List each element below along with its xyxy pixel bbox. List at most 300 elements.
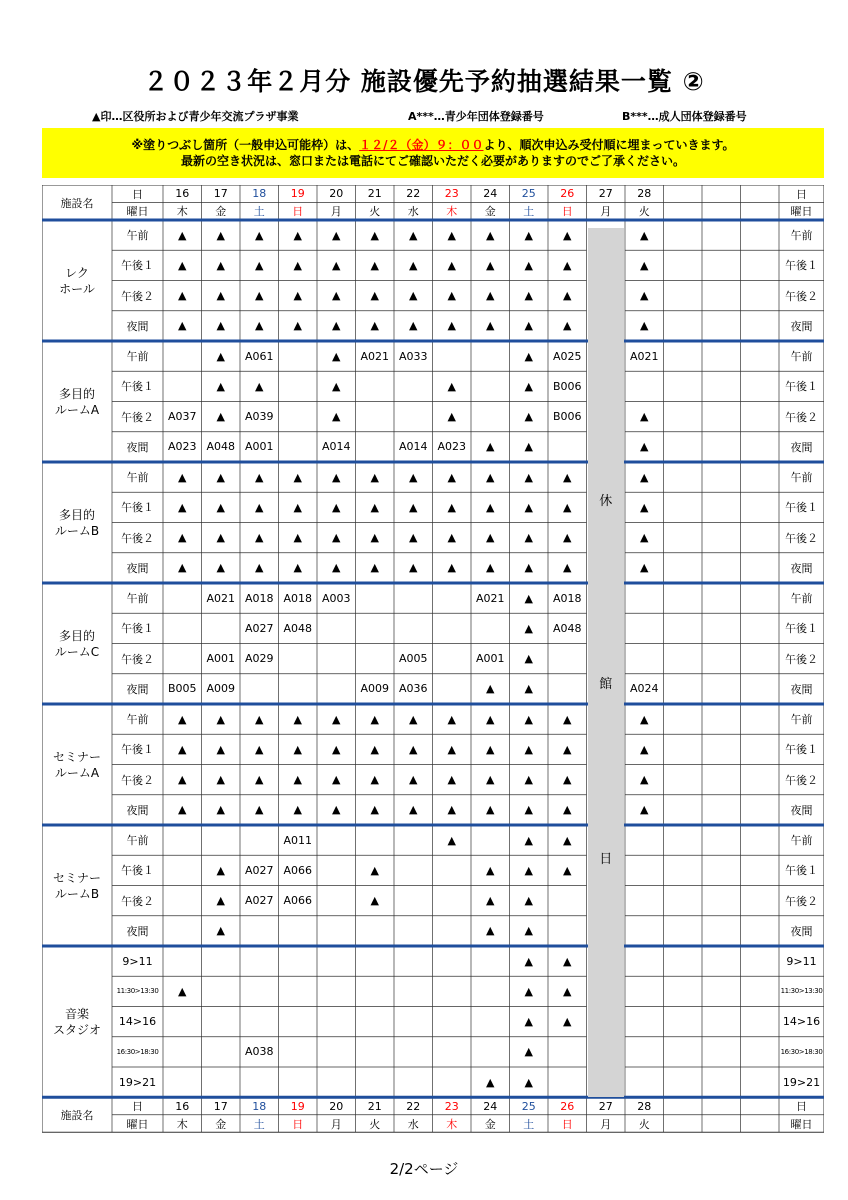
event-marker: ▲ [563, 803, 572, 817]
event-marker: ▲ [370, 289, 379, 303]
time-slot-label: 9>11 [122, 954, 153, 968]
day-number: 23 [444, 1099, 459, 1113]
time-slot-label: 午後１ [121, 501, 154, 515]
event-marker: ▲ [216, 773, 225, 787]
time-slot-label-right: 午前 [790, 592, 813, 606]
time-slot-label: 14>16 [118, 1015, 157, 1029]
day-number: 20 [329, 187, 344, 201]
time-slot-label-right: 夜間 [790, 803, 813, 817]
event-marker: ▲ [524, 440, 533, 454]
legend-b-code: B***…成人団体登録番号 [622, 110, 747, 123]
event-marker: ▲ [216, 742, 225, 756]
group-code: A023 [437, 440, 467, 454]
event-marker: ▲ [332, 228, 341, 242]
event-marker: ▲ [409, 712, 418, 726]
group-code: A066 [283, 863, 313, 877]
notice-prefix: ※塗りつぶし箇所（一般申込可能枠）は、 [131, 138, 360, 152]
event-marker: ▲ [524, 621, 533, 635]
event-marker: ▲ [216, 289, 225, 303]
event-marker: ▲ [409, 228, 418, 242]
facility-name [42, 220, 112, 341]
event-marker: ▲ [524, 803, 533, 817]
event-marker: ▲ [486, 561, 495, 575]
group-code: A018 [283, 591, 313, 605]
facility-name-line: レク [65, 265, 89, 280]
event-marker: ▲ [486, 863, 495, 877]
time-slot-label-right: 午後２ [785, 410, 818, 424]
day-number: 23 [444, 187, 459, 201]
event-marker: ▲ [216, 863, 225, 877]
event-marker: ▲ [293, 228, 302, 242]
weekday: 金 [484, 1117, 496, 1131]
group-code: A021 [206, 591, 236, 605]
time-slot-label: 16:30>18:30 [116, 1047, 159, 1056]
event-marker: ▲ [563, 289, 572, 303]
facility-name-line: ルームB [54, 523, 100, 538]
event-marker: ▲ [255, 289, 264, 303]
event-marker: ▲ [216, 228, 225, 242]
event-marker: ▲ [178, 773, 187, 787]
event-marker: ▲ [216, 379, 225, 393]
event-marker: ▲ [293, 289, 302, 303]
event-marker: ▲ [486, 742, 495, 756]
event-marker: ▲ [447, 500, 456, 514]
event-marker: ▲ [216, 924, 225, 938]
weekday: 金 [484, 205, 496, 219]
event-marker: ▲ [293, 258, 302, 272]
facility-name-line: ルームC [54, 644, 100, 659]
facility-name [42, 341, 112, 462]
time-slot-label-right: 午後１ [785, 622, 818, 636]
group-code: A021 [360, 349, 390, 363]
time-slot-label: 夜間 [126, 440, 149, 454]
event-marker: ▲ [293, 531, 302, 545]
event-marker: ▲ [370, 228, 379, 242]
event-marker: ▲ [409, 803, 418, 817]
group-code: A033 [398, 349, 428, 363]
weekday: 火 [369, 205, 381, 219]
event-marker: ▲ [216, 500, 225, 514]
event-marker: ▲ [524, 410, 533, 424]
event-marker: ▲ [563, 712, 572, 726]
facility-name-line: 音楽 [64, 1006, 89, 1021]
time-slot-label: 午後２ [121, 289, 154, 303]
event-marker: ▲ [255, 561, 264, 575]
time-slot-label: 午前 [126, 350, 149, 364]
event-marker: ▲ [447, 470, 456, 484]
event-marker: ▲ [486, 773, 495, 787]
event-marker: ▲ [524, 228, 533, 242]
day-number: 28 [637, 187, 652, 201]
time-slot-label-right: 午前 [790, 350, 813, 364]
time-slot-label: 夜間 [126, 561, 149, 575]
weekday: 火 [369, 1117, 381, 1131]
time-slot-label-right: 14>16 [782, 1015, 821, 1029]
time-slot-label-right: 午後２ [785, 773, 818, 787]
facility-name-line: ルームB [54, 886, 100, 901]
event-marker: ▲ [216, 319, 225, 333]
event-marker: ▲ [178, 803, 187, 817]
group-code: A066 [283, 894, 313, 908]
event-marker: ▲ [178, 531, 187, 545]
facility-name-line: スタジオ [52, 1022, 101, 1037]
day-row-label-right: 日 [796, 1100, 807, 1113]
event-marker: ▲ [524, 258, 533, 272]
event-marker: ▲ [524, 924, 533, 938]
event-marker: ▲ [216, 410, 225, 424]
event-marker: ▲ [563, 228, 572, 242]
event-marker: ▲ [524, 470, 533, 484]
event-marker: ▲ [255, 742, 264, 756]
event-marker: ▲ [447, 803, 456, 817]
time-slot-label: 夜間 [126, 803, 149, 817]
day-number: 17 [213, 187, 228, 201]
weekday-row-label: 曜日 [126, 205, 149, 219]
weekday: 土 [253, 1117, 265, 1131]
event-marker: ▲ [332, 561, 341, 575]
time-slot-label-right: 午後２ [785, 894, 818, 908]
event-marker: ▲ [293, 773, 302, 787]
time-slot-label: 午後２ [121, 410, 154, 424]
event-marker: ▲ [293, 561, 302, 575]
event-marker: ▲ [524, 1015, 533, 1029]
weekday: 土 [253, 205, 265, 219]
event-marker: ▲ [447, 319, 456, 333]
event-marker: ▲ [216, 561, 225, 575]
time-slot-label-right: 19>21 [782, 1075, 821, 1089]
event-marker: ▲ [640, 289, 649, 303]
event-marker: ▲ [486, 258, 495, 272]
group-code: A001 [475, 652, 505, 666]
event-marker: ▲ [370, 712, 379, 726]
notice-date: １２/２（金）９：００ [359, 138, 484, 152]
event-marker: ▲ [216, 258, 225, 272]
group-code: A014 [321, 440, 351, 454]
weekday: 月 [330, 205, 342, 219]
event-marker: ▲ [178, 561, 187, 575]
event-marker: ▲ [524, 742, 533, 756]
legend-triangle: ▲印…区役所および青少年交流プラザ事業 [92, 110, 299, 123]
group-code: A005 [398, 652, 428, 666]
schedule-table [42, 185, 824, 1142]
facility-header-top: 施設名 [60, 196, 94, 210]
group-code: A024 [629, 682, 659, 696]
event-marker: ▲ [255, 470, 264, 484]
event-marker: ▲ [370, 561, 379, 575]
event-marker: ▲ [640, 803, 649, 817]
facility-name-line: 多目的 [58, 628, 95, 643]
event-marker: ▲ [640, 712, 649, 726]
facility-name [42, 825, 112, 946]
day-number: 28 [637, 1099, 652, 1113]
time-slot-label: 午後２ [121, 894, 154, 908]
event-marker: ▲ [447, 833, 456, 847]
day-number: 24 [483, 187, 498, 201]
group-code: A027 [244, 863, 274, 877]
event-marker: ▲ [486, 470, 495, 484]
event-marker: ▲ [524, 1045, 533, 1059]
event-marker: ▲ [524, 894, 533, 908]
event-marker: ▲ [640, 561, 649, 575]
weekday: 水 [407, 1117, 419, 1131]
time-slot-label-right: 9>11 [786, 954, 817, 968]
time-slot-label-right: 午後２ [785, 531, 818, 545]
time-slot-label-right: 夜間 [790, 924, 813, 938]
event-marker: ▲ [524, 984, 533, 998]
group-code: B006 [552, 410, 582, 424]
event-marker: ▲ [332, 289, 341, 303]
weekday: 金 [215, 205, 227, 219]
weekday-row-label-right: 曜日 [790, 205, 813, 219]
time-slot-label-right: 夜間 [790, 440, 813, 454]
facility-name-line: セミナー [52, 870, 101, 885]
event-marker: ▲ [216, 531, 225, 545]
day-number: 17 [213, 1099, 228, 1113]
time-slot-label: 夜間 [126, 682, 149, 696]
event-marker: ▲ [332, 500, 341, 514]
time-slot-label-right: 午前 [790, 834, 813, 848]
event-marker: ▲ [563, 531, 572, 545]
page-number: 2/2ページ [389, 1160, 459, 1178]
weekday-row-label: 曜日 [126, 1117, 149, 1131]
event-marker: ▲ [255, 500, 264, 514]
time-slot-label: 午後２ [121, 652, 154, 666]
event-marker: ▲ [640, 410, 649, 424]
group-code: A048 [283, 621, 313, 635]
event-marker: ▲ [447, 561, 456, 575]
facility-name-line: 多目的 [58, 386, 95, 401]
time-slot-label: 午後１ [121, 380, 154, 394]
time-slot-label: 午後１ [121, 622, 154, 636]
event-marker: ▲ [178, 258, 187, 272]
event-marker: ▲ [447, 289, 456, 303]
event-marker: ▲ [524, 561, 533, 575]
event-marker: ▲ [524, 591, 533, 605]
event-marker: ▲ [640, 470, 649, 484]
event-marker: ▲ [370, 863, 379, 877]
event-marker: ▲ [486, 440, 495, 454]
event-marker: ▲ [486, 319, 495, 333]
legend-a-code: A***…青少年団体登録番号 [408, 110, 544, 123]
day-number: 18 [252, 1099, 267, 1113]
facility-name [42, 462, 112, 583]
event-marker: ▲ [486, 682, 495, 696]
event-marker: ▲ [216, 803, 225, 817]
day-row-label: 日 [132, 187, 143, 201]
time-slot-label: 午後１ [121, 864, 154, 878]
day-number: 27 [598, 1099, 613, 1113]
time-slot-label-right: 午後１ [785, 380, 818, 394]
event-marker: ▲ [409, 289, 418, 303]
group-code: A014 [398, 440, 428, 454]
group-code: A039 [244, 410, 274, 424]
notice-line-1 [42, 137, 824, 153]
group-code: A009 [360, 682, 390, 696]
time-slot-label: 19>21 [118, 1075, 157, 1089]
event-marker: ▲ [524, 289, 533, 303]
time-slot-label: 夜間 [126, 924, 149, 938]
event-marker: ▲ [563, 1015, 572, 1029]
event-marker: ▲ [255, 773, 264, 787]
time-slot-label: 午後２ [121, 773, 154, 787]
event-marker: ▲ [255, 803, 264, 817]
time-slot-label-right: 夜間 [790, 561, 813, 575]
event-marker: ▲ [524, 652, 533, 666]
group-code: A029 [244, 652, 274, 666]
event-marker: ▲ [524, 349, 533, 363]
day-number: 21 [367, 187, 382, 201]
event-marker: ▲ [563, 319, 572, 333]
weekday: 土 [523, 205, 535, 219]
facility-name [42, 946, 112, 1097]
weekday: 日 [292, 1117, 304, 1131]
event-marker: ▲ [293, 803, 302, 817]
group-code: A037 [167, 410, 197, 424]
time-slot-label: 午前 [126, 471, 149, 485]
event-marker: ▲ [293, 319, 302, 333]
event-marker: ▲ [447, 712, 456, 726]
day-number: 16 [175, 187, 190, 201]
group-code: A001 [244, 440, 274, 454]
event-marker: ▲ [563, 561, 572, 575]
group-code: A001 [206, 652, 236, 666]
weekday: 木 [446, 1117, 458, 1131]
group-code: B005 [167, 682, 197, 696]
closed-day-char: 日 [599, 852, 613, 867]
time-slot-label-right: 11:30>13:30 [780, 987, 823, 996]
event-marker: ▲ [524, 863, 533, 877]
group-code: A018 [244, 591, 274, 605]
event-marker: ▲ [332, 742, 341, 756]
time-slot-label: 午前 [126, 229, 149, 243]
event-marker: ▲ [524, 500, 533, 514]
event-marker: ▲ [178, 984, 187, 998]
weekday: 木 [176, 1117, 188, 1131]
event-marker: ▲ [447, 379, 456, 393]
event-marker: ▲ [447, 258, 456, 272]
day-number: 24 [483, 1099, 498, 1113]
event-marker: ▲ [332, 712, 341, 726]
event-marker: ▲ [563, 833, 572, 847]
day-row-label: 日 [132, 1100, 143, 1113]
event-marker: ▲ [486, 803, 495, 817]
time-slot-label: 午前 [126, 713, 149, 727]
day-number: 19 [290, 1099, 305, 1113]
time-slot-label-right: 午後２ [785, 652, 818, 666]
event-marker: ▲ [640, 228, 649, 242]
group-code: A048 [206, 440, 236, 454]
time-slot-label: 午後１ [121, 259, 154, 273]
event-marker: ▲ [370, 803, 379, 817]
notice-suffix: より、順次申込み受付順に埋まっていきます。 [483, 138, 735, 152]
event-marker: ▲ [640, 500, 649, 514]
weekday: 金 [215, 1117, 227, 1131]
notice-box [42, 128, 824, 178]
weekday: 火 [638, 1117, 650, 1131]
event-marker: ▲ [293, 500, 302, 514]
closed-day-column [588, 228, 625, 1097]
time-slot-label-right: 夜間 [790, 319, 813, 333]
event-marker: ▲ [409, 561, 418, 575]
time-slot-label: 11:30>13:30 [116, 987, 159, 996]
group-code: A018 [552, 591, 582, 605]
day-number: 27 [598, 187, 613, 201]
event-marker: ▲ [486, 894, 495, 908]
event-marker: ▲ [524, 531, 533, 545]
event-marker: ▲ [524, 773, 533, 787]
closed-day-char: 館 [599, 677, 613, 692]
facility-header-bottom: 施設名 [60, 1108, 94, 1122]
event-marker: ▲ [524, 319, 533, 333]
weekday-row-label-right: 曜日 [790, 1117, 813, 1131]
event-marker: ▲ [447, 410, 456, 424]
event-marker: ▲ [178, 319, 187, 333]
time-slot-label: 午前 [126, 834, 149, 848]
event-marker: ▲ [524, 712, 533, 726]
weekday: 水 [407, 205, 419, 219]
event-marker: ▲ [332, 531, 341, 545]
event-marker: ▲ [563, 500, 572, 514]
event-marker: ▲ [370, 742, 379, 756]
time-slot-label: 午後１ [121, 743, 154, 757]
event-marker: ▲ [370, 773, 379, 787]
event-marker: ▲ [486, 289, 495, 303]
event-marker: ▲ [255, 228, 264, 242]
day-number: 25 [521, 1099, 536, 1113]
event-marker: ▲ [255, 712, 264, 726]
event-marker: ▲ [332, 379, 341, 393]
time-slot-label-right: 午後２ [785, 289, 818, 303]
event-marker: ▲ [640, 531, 649, 545]
event-marker: ▲ [524, 379, 533, 393]
time-slot-label-right: 午後１ [785, 259, 818, 273]
weekday: 月 [600, 205, 612, 219]
event-marker: ▲ [332, 803, 341, 817]
weekday: 木 [176, 205, 188, 219]
weekday: 土 [523, 1117, 535, 1131]
time-slot-label-right: 午後１ [785, 501, 818, 515]
day-number: 19 [290, 187, 305, 201]
event-marker: ▲ [524, 954, 533, 968]
event-marker: ▲ [563, 954, 572, 968]
facility-name-line: ルームA [54, 402, 100, 417]
event-marker: ▲ [178, 500, 187, 514]
time-slot-label-right: 午前 [790, 229, 813, 243]
event-marker: ▲ [486, 500, 495, 514]
event-marker: ▲ [216, 894, 225, 908]
event-marker: ▲ [370, 258, 379, 272]
time-slot-label-right: 午後１ [785, 864, 818, 878]
event-marker: ▲ [409, 319, 418, 333]
event-marker: ▲ [178, 712, 187, 726]
event-marker: ▲ [447, 531, 456, 545]
event-marker: ▲ [409, 470, 418, 484]
event-marker: ▲ [293, 712, 302, 726]
time-slot-label-right: 午前 [790, 471, 813, 485]
event-marker: ▲ [409, 258, 418, 272]
event-marker: ▲ [332, 470, 341, 484]
event-marker: ▲ [486, 712, 495, 726]
event-marker: ▲ [255, 379, 264, 393]
event-marker: ▲ [640, 742, 649, 756]
event-marker: ▲ [178, 228, 187, 242]
event-marker: ▲ [563, 258, 572, 272]
event-marker: ▲ [563, 742, 572, 756]
event-marker: ▲ [486, 531, 495, 545]
event-marker: ▲ [563, 863, 572, 877]
group-code: A027 [244, 621, 274, 635]
facility-name-line: ルームA [54, 765, 100, 780]
